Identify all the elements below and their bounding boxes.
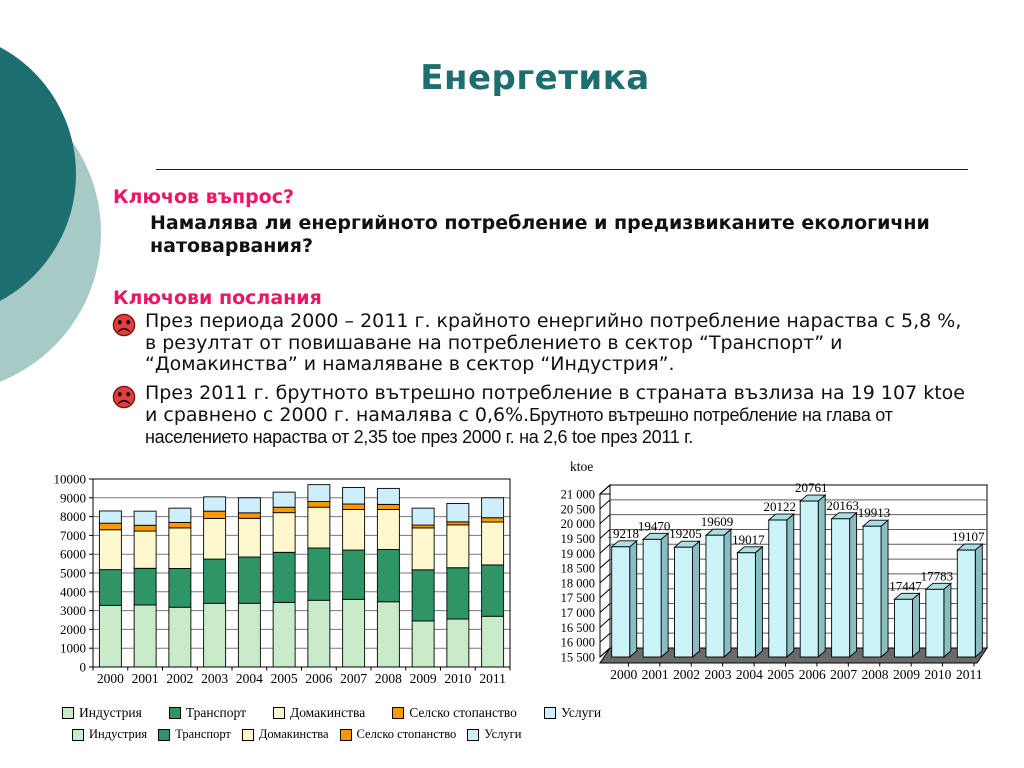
bar-side	[944, 583, 951, 657]
legend-item-2	[242, 727, 329, 742]
bar-segment	[238, 518, 260, 557]
x-axis-label: 2006	[305, 671, 333, 686]
bar-3d-2003	[706, 529, 731, 657]
bar-segment	[204, 497, 226, 511]
bar-side	[661, 533, 668, 657]
y-axis-label: 20 500	[560, 502, 595, 517]
legend-label: Услуги	[560, 705, 602, 720]
bullet-line: “Домакинства” и намаляване в сектор “Индустрия”.	[145, 353, 675, 376]
legend-label: Индустрия	[79, 705, 142, 720]
bar-segment	[343, 504, 365, 509]
legend-swatch	[392, 707, 404, 719]
y-axis-label: 19 500	[560, 531, 595, 546]
legend-label: Селско стопанство	[409, 705, 517, 720]
x-axis-label: 2002	[166, 671, 194, 686]
bar-value-label: 17447	[889, 578, 922, 594]
bar-segment	[343, 550, 365, 599]
bar-segment	[99, 523, 121, 530]
bar-3d-2009	[894, 593, 919, 657]
y-axis-label: 3000	[60, 603, 86, 619]
bar-side	[693, 541, 700, 657]
bar-value-label: 19205	[669, 526, 702, 542]
bar-3d-2001	[643, 533, 668, 657]
legend-swatch	[340, 729, 352, 741]
x-axis-label: 2001	[641, 667, 669, 682]
bullet-item-2	[112, 383, 1017, 448]
bar-side	[881, 520, 888, 657]
x-axis-label: 2000	[96, 671, 124, 686]
bullet-line-part: Брутното вътрешно потребление на глава от	[529, 404, 893, 425]
bar-front	[737, 553, 755, 657]
stacked-bar-2000	[99, 511, 121, 667]
bar-segment	[377, 504, 399, 509]
bar-segment	[482, 616, 504, 667]
stacked-bar-2009	[412, 508, 434, 667]
y-axis-label: 19 000	[560, 546, 595, 561]
y-axis-label: 1000	[60, 640, 86, 656]
question-line: Намалява ли енергийното потребление и предизвиканите екологични	[150, 212, 930, 234]
bar-front	[957, 550, 975, 657]
stacked-bar-2005	[273, 492, 295, 667]
y-axis-label: 0	[79, 659, 86, 675]
bar-segment	[447, 619, 469, 667]
bar-segment	[99, 511, 121, 523]
gross-inland-consumption-3d-bar-chart	[540, 456, 1024, 706]
y-axis-label: 15 500	[560, 650, 595, 665]
bar-3d-2007	[832, 513, 857, 657]
key-question-heading: Ключов въпрос?	[113, 186, 295, 208]
bar-front	[612, 547, 630, 657]
bar-front	[863, 526, 881, 657]
stacked-bar-2008	[377, 488, 399, 667]
x-axis-label: 2008	[374, 671, 402, 686]
bar-segment	[238, 498, 260, 513]
stacked-bar-2010	[447, 503, 469, 667]
legend-label: Услуги	[484, 727, 522, 741]
bullet-line	[145, 405, 965, 427]
legend-item-4	[544, 705, 601, 721]
stacked-bar-2001	[134, 511, 156, 667]
legend-item-4	[467, 727, 521, 742]
legend-label: Домакинства	[289, 705, 366, 720]
bar-segment	[377, 509, 399, 549]
bar-front	[643, 539, 661, 657]
bar-segment	[412, 570, 434, 621]
bullet-line-part: и сравнено с 2000 г. намалява с 0,6%.	[145, 403, 530, 426]
y-axis-label: 4000	[60, 584, 86, 600]
bar-front	[675, 547, 693, 657]
y-axis-label: 18 000	[560, 576, 595, 591]
y-axis-label: 16 000	[560, 635, 595, 650]
x-axis-label: 2003	[201, 671, 229, 686]
bar-segment	[273, 602, 295, 667]
bar-segment	[482, 522, 504, 565]
bullet-line: През периода 2000 – 2011 г. крайното енергийно потребление нараства с 5,8 %,	[145, 310, 962, 332]
side-wall	[600, 485, 610, 657]
legend-swatch	[62, 707, 74, 719]
bar-value-label: 19913	[857, 505, 891, 521]
y-axis-label: 2000	[60, 621, 86, 637]
y-axis-label: 5000	[60, 565, 86, 581]
bar-value-label: 19609	[700, 514, 734, 530]
x-axis-label: 2007	[830, 667, 858, 682]
x-axis-label: 2006	[798, 667, 826, 682]
bullet-item-1	[112, 311, 1017, 376]
bar-segment	[134, 531, 156, 568]
bar-segment	[343, 599, 365, 667]
x-axis-label: 2010	[924, 667, 952, 682]
key-messages-list	[112, 311, 1017, 455]
bar-side	[850, 513, 857, 657]
bar-segment	[99, 605, 121, 667]
bar-segment	[412, 528, 434, 570]
bullet-text	[145, 383, 965, 448]
bar-segment	[482, 565, 504, 616]
x-axis-label: 2004	[235, 671, 263, 686]
bar-3d-2000	[612, 541, 637, 657]
bar-value-label: 17783	[920, 568, 954, 584]
bar-side	[912, 593, 919, 657]
bar-value-label: 20122	[763, 499, 797, 515]
bar-segment	[412, 508, 434, 525]
bar-segment	[134, 525, 156, 531]
bar-3d-2004	[737, 547, 762, 657]
bar-side	[787, 514, 794, 657]
legend-swatch	[169, 707, 181, 719]
bar-segment	[169, 522, 191, 527]
bar-segment	[99, 530, 121, 570]
legend-label: Домакинства	[258, 727, 329, 741]
chart-legend-row-2	[72, 727, 522, 742]
bar-segment	[447, 568, 469, 619]
final-energy-stacked-bar-chart	[48, 468, 532, 700]
bar-segment	[169, 607, 191, 667]
x-axis-label: 2001	[131, 671, 159, 686]
bar-side	[818, 495, 825, 657]
bar-3d-2006	[800, 495, 825, 657]
bar-segment	[447, 503, 469, 521]
bar-segment	[134, 511, 156, 525]
bar-segment	[377, 488, 399, 504]
y-axis-label: 10000	[53, 471, 86, 487]
bar-segment	[308, 502, 330, 508]
x-axis-label: 2007	[340, 671, 368, 686]
stacked-bar-2006	[308, 485, 330, 667]
bar-front	[832, 519, 850, 657]
bar-segment	[204, 559, 226, 603]
bar-value-label: 20163	[826, 497, 859, 513]
stacked-bar-2007	[343, 487, 365, 667]
bar-segment	[204, 518, 226, 559]
bullet-line: в резултат от повишаване на потреблението в сектор “Транспорт” и	[145, 331, 843, 354]
bar-segment	[273, 513, 295, 553]
bullet-line: населението нараства от 2,35 toe през 2000 г. на 2,6 toe през 2011 г.	[145, 426, 693, 447]
bar-value-label: 19107	[952, 529, 985, 545]
legend-label: Транспорт	[185, 705, 246, 720]
bar-segment	[169, 528, 191, 569]
bar-segment	[377, 602, 399, 667]
bar-3d-2011	[957, 544, 982, 657]
bullet-line: През 2011 г. брутното вътрешно потребление в страната възлиза на 19 107 ktoe	[145, 382, 965, 405]
stacked-bar-2004	[238, 498, 260, 667]
bar-segment	[238, 603, 260, 667]
bar-3d-2005	[769, 514, 794, 657]
stacked-bar-2011	[482, 498, 504, 667]
bar-segment	[273, 507, 295, 512]
legend-swatch	[242, 729, 254, 741]
bar-value-label: 20761	[794, 480, 828, 496]
chart-legend-row-1	[62, 705, 601, 721]
bar-segment	[447, 525, 469, 568]
x-axis-label: 2003	[704, 667, 732, 682]
y-axis-unit-label: ktoe	[570, 459, 594, 474]
sad-face-icon	[112, 385, 136, 409]
bar-side	[630, 541, 637, 657]
bar-segment	[308, 485, 330, 502]
y-axis-label: 7000	[60, 527, 86, 543]
bar-front	[769, 520, 787, 657]
legend-label: Селско стопанство	[356, 727, 457, 741]
bullet-text	[145, 311, 961, 376]
legend-swatch	[467, 729, 479, 741]
bar-front	[800, 501, 818, 657]
bar-segment	[273, 552, 295, 602]
x-axis-label: 2008	[861, 667, 889, 682]
x-axis-label: 2011	[479, 671, 506, 686]
y-axis-label: 20 000	[560, 517, 595, 532]
bar-segment	[238, 513, 260, 518]
bar-value-label: 19017	[732, 531, 765, 547]
y-axis-label: 18 500	[560, 561, 595, 576]
bar-side	[975, 544, 982, 657]
legend-item-3	[392, 705, 517, 721]
bar-segment	[343, 509, 365, 550]
legend-swatch	[544, 707, 556, 719]
bar-3d-2010	[926, 583, 951, 657]
bar-side	[724, 529, 731, 657]
y-axis-label: 17 500	[560, 591, 595, 606]
bar-segment	[447, 522, 469, 525]
legend-swatch	[273, 707, 285, 719]
bar-segment	[134, 605, 156, 667]
bar-segment	[99, 570, 121, 606]
legend-item-0	[72, 727, 147, 742]
bar-segment	[238, 557, 260, 603]
legend-item-3	[340, 727, 457, 742]
bar-3d-2002	[675, 541, 700, 657]
bar-front	[706, 535, 724, 657]
bar-value-label: 19218	[606, 525, 639, 541]
x-axis-label: 2009	[409, 671, 437, 686]
x-axis-label: 2009	[892, 667, 920, 682]
x-axis-label: 2010	[444, 671, 472, 686]
bar-segment	[204, 511, 226, 518]
bar-segment	[412, 621, 434, 667]
bar-front	[926, 589, 944, 657]
bar-segment	[308, 548, 330, 600]
legend-item-2	[273, 705, 365, 721]
bar-segment	[482, 518, 504, 522]
legend-item-1	[169, 705, 246, 721]
bar-segment	[482, 498, 504, 518]
y-axis-label: 6000	[60, 546, 86, 562]
bar-segment	[204, 603, 226, 667]
page-title: Енергетика	[420, 58, 650, 98]
x-axis-label: 2005	[767, 667, 795, 682]
legend-item-1	[158, 727, 231, 742]
x-axis-label: 2002	[673, 667, 701, 682]
bar-segment	[273, 492, 295, 507]
bar-front	[894, 599, 912, 657]
bar-segment	[134, 568, 156, 605]
y-axis-label: 17 000	[560, 606, 595, 621]
key-messages-heading: Ключови послания	[113, 287, 322, 309]
bar-segment	[169, 508, 191, 522]
legend-swatch	[72, 729, 84, 741]
legend-item-0	[62, 705, 142, 721]
y-axis-label: 9000	[60, 490, 86, 506]
bar-3d-2008	[863, 520, 888, 657]
bar-segment	[308, 507, 330, 548]
sad-face-icon	[112, 313, 136, 337]
bar-value-label: 19470	[637, 518, 671, 534]
bar-segment	[377, 550, 399, 602]
y-axis-label: 21 000	[560, 487, 595, 502]
bar-segment	[343, 487, 365, 504]
question-line: натоварвания?	[150, 235, 313, 257]
y-axis-label: 16 500	[560, 620, 595, 635]
stacked-bar-2003	[204, 497, 226, 667]
legend-swatch	[158, 729, 170, 741]
x-axis-label: 2005	[270, 671, 298, 686]
y-axis-label: 8000	[60, 509, 86, 525]
bar-side	[755, 547, 762, 657]
x-axis-label: 2000	[610, 667, 638, 682]
key-question-text	[150, 212, 1024, 258]
legend-label: Транспорт	[175, 727, 231, 741]
bar-segment	[308, 600, 330, 667]
stacked-bar-2002	[169, 508, 191, 667]
bar-segment	[169, 568, 191, 607]
legend-label: Индустрия	[89, 727, 148, 741]
x-axis-label: 2011	[956, 667, 983, 682]
x-axis-label: 2004	[735, 667, 763, 682]
title-divider	[156, 169, 968, 170]
